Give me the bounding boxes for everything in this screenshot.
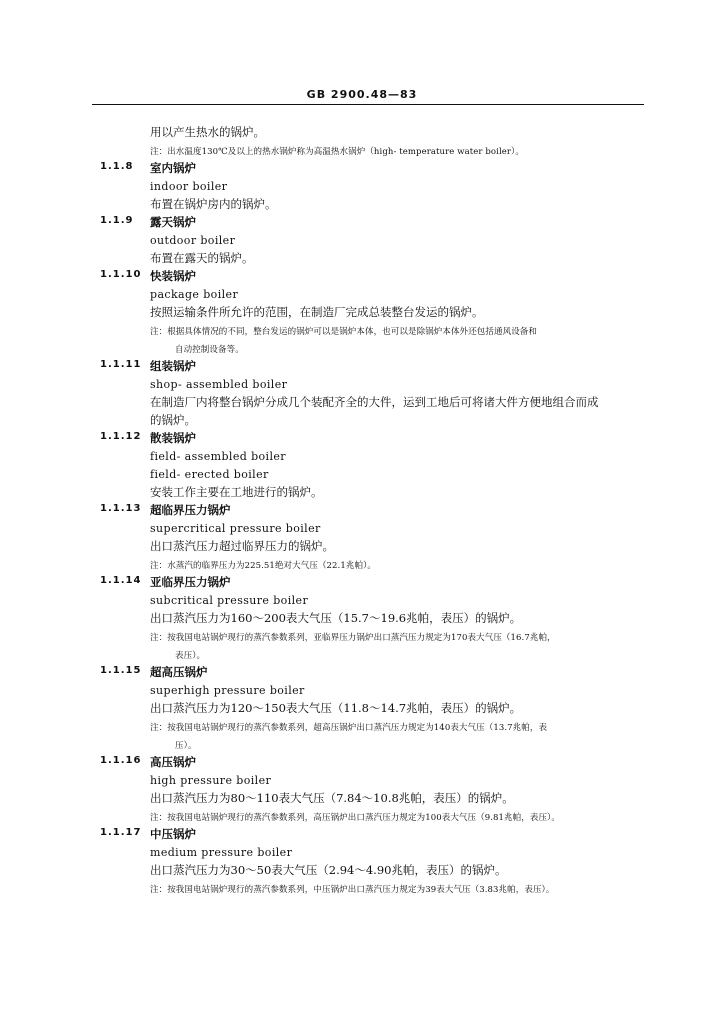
note-line xyxy=(0,806,724,824)
clause-number: 1.1.12 xyxy=(100,431,142,442)
term-english-line xyxy=(0,176,724,194)
clause-number: 1.1.17 xyxy=(100,827,142,838)
term-english: medium pressure boiler xyxy=(150,846,293,859)
term-english-line xyxy=(0,770,724,788)
note-line xyxy=(0,320,724,338)
definition-text: 用以产生热水的锅炉。 xyxy=(150,125,265,139)
definition-line xyxy=(0,248,724,266)
term-english: field- assembled boiler xyxy=(150,450,286,463)
term-english: indoor boiler xyxy=(150,180,228,193)
definition-line xyxy=(0,788,724,806)
term-chinese: 快装锅炉 xyxy=(150,269,196,283)
term-chinese: 亚临界压力锅炉 xyxy=(150,575,231,589)
definition-text: 出口蒸汽压力超过临界压力的锅炉。 xyxy=(150,539,334,553)
definition-line xyxy=(0,302,724,320)
definition-text: 出口蒸汽压力为120～150表大气压（11.8～14.7兆帕，表压）的锅炉。 xyxy=(150,701,522,715)
term-english-line xyxy=(0,518,724,536)
term-chinese: 中压锅炉 xyxy=(150,827,196,841)
term-chinese: 组装锅炉 xyxy=(150,359,196,373)
definition-text: 按照运输条件所允许的范围，在制造厂完成总装整台发运的锅炉。 xyxy=(150,305,484,319)
note-text: 注：出水温度130℃及以上的热水锅炉称为高温热水锅炉（high- temperature water boiler）。 xyxy=(150,147,525,157)
note-text: 注：按我国电站锅炉现行的蒸汽参数系列，亚临界压力锅炉出口蒸汽压力规定为170表大气压（16.7兆帕， xyxy=(150,633,556,643)
definition-line xyxy=(0,482,724,500)
definition-line xyxy=(0,698,724,716)
page-header: GB 2900.48—83 xyxy=(306,88,418,101)
term-english-line xyxy=(0,374,724,392)
note-text: 注：按我国电站锅炉现行的蒸汽参数系列，高压锅炉出口蒸汽压力规定为100表大气压（9.81兆帕，表压）。 xyxy=(150,813,561,823)
header-rule xyxy=(92,104,644,105)
term-english: subcritical pressure boiler xyxy=(150,594,309,607)
clause-number: 1.1.16 xyxy=(100,755,142,766)
term-english: high pressure boiler xyxy=(150,774,272,787)
note-continuation-line xyxy=(0,644,724,662)
clause-number: 1.1.13 xyxy=(100,503,142,514)
term-english-line xyxy=(0,464,724,482)
term-english-line xyxy=(0,284,724,302)
definition-text: 出口蒸汽压力为160～200表大气压（15.7～19.6兆帕，表压）的锅炉。 xyxy=(150,611,522,625)
definition-line xyxy=(0,536,724,554)
note-text: 注：水蒸汽的临界压力为225.51绝对大气压（22.1兆帕）。 xyxy=(150,561,377,571)
definition-line xyxy=(0,194,724,212)
note-text: 注：根据具体情况的不同，整台发运的锅炉可以是锅炉本体，也可以是除锅炉本体外还包括通风设备和 xyxy=(150,327,538,337)
definition-line xyxy=(0,122,724,140)
definition-line xyxy=(0,410,724,428)
term-heading xyxy=(0,752,724,770)
clause-number: 1.1.9 xyxy=(100,215,134,226)
definition-line xyxy=(0,860,724,878)
term-heading xyxy=(0,356,724,374)
term-heading xyxy=(0,824,724,842)
definition-line xyxy=(0,608,724,626)
clause-number: 1.1.15 xyxy=(100,665,142,676)
definition-text: 的锅炉。 xyxy=(150,413,196,427)
term-english-line xyxy=(0,230,724,248)
clause-number: 1.1.8 xyxy=(100,161,134,172)
term-chinese: 高压锅炉 xyxy=(150,755,196,769)
definition-line xyxy=(0,392,724,410)
note-line xyxy=(0,554,724,572)
note-text: 自动控制设备等。 xyxy=(175,345,244,355)
term-heading xyxy=(0,428,724,446)
term-chinese: 散装锅炉 xyxy=(150,431,196,445)
term-chinese: 超临界压力锅炉 xyxy=(150,503,231,517)
term-chinese: 室内锅炉 xyxy=(150,161,196,175)
note-text: 注：按我国电站锅炉现行的蒸汽参数系列，超高压锅炉出口蒸汽压力规定为140表大气压（13.7兆帕，表 xyxy=(150,723,548,733)
term-chinese: 超高压锅炉 xyxy=(150,665,208,679)
clause-number: 1.1.11 xyxy=(100,359,142,370)
term-english: field- erected boiler xyxy=(150,468,269,481)
term-english-line xyxy=(0,590,724,608)
term-english: supercritical pressure boiler xyxy=(150,522,321,535)
term-heading xyxy=(0,662,724,680)
note-continuation-line xyxy=(0,734,724,752)
clause-number: 1.1.10 xyxy=(100,269,142,280)
term-english: package boiler xyxy=(150,288,239,301)
term-heading xyxy=(0,572,724,590)
note-line xyxy=(0,878,724,896)
term-heading xyxy=(0,158,724,176)
term-english: shop- assembled boiler xyxy=(150,378,288,391)
definition-text: 安装工作主要在工地进行的锅炉。 xyxy=(150,485,323,499)
note-text: 表压）。 xyxy=(175,651,206,661)
note-line xyxy=(0,140,724,158)
term-english-line xyxy=(0,446,724,464)
definition-text: 出口蒸汽压力为80～110表大气压（7.84～10.8兆帕，表压）的锅炉。 xyxy=(150,791,514,805)
note-line xyxy=(0,626,724,644)
definition-text: 布置在露天的锅炉。 xyxy=(150,251,254,265)
definition-text: 在制造厂内将整台锅炉分成几个装配齐全的大件，运到工地后可将诸大件方便地组合而成 xyxy=(150,395,599,409)
term-english-line xyxy=(0,680,724,698)
note-line xyxy=(0,716,724,734)
term-heading xyxy=(0,266,724,284)
document-body xyxy=(0,122,724,896)
term-chinese: 露天锅炉 xyxy=(150,215,196,229)
definition-text: 出口蒸汽压力为30～50表大气压（2.94～4.90兆帕，表压）的锅炉。 xyxy=(150,863,507,877)
definition-text: 布置在锅炉房内的锅炉。 xyxy=(150,197,277,211)
term-english: superhigh pressure boiler xyxy=(150,684,305,697)
note-text: 注：按我国电站锅炉现行的蒸汽参数系列，中压锅炉出口蒸汽压力规定为39表大气压（3.83兆帕，表压）。 xyxy=(150,885,555,895)
note-continuation-line xyxy=(0,338,724,356)
term-english: outdoor boiler xyxy=(150,234,236,247)
clause-number: 1.1.14 xyxy=(100,575,142,586)
term-heading xyxy=(0,212,724,230)
note-text: 压）。 xyxy=(175,741,197,751)
term-heading xyxy=(0,500,724,518)
term-english-line xyxy=(0,842,724,860)
